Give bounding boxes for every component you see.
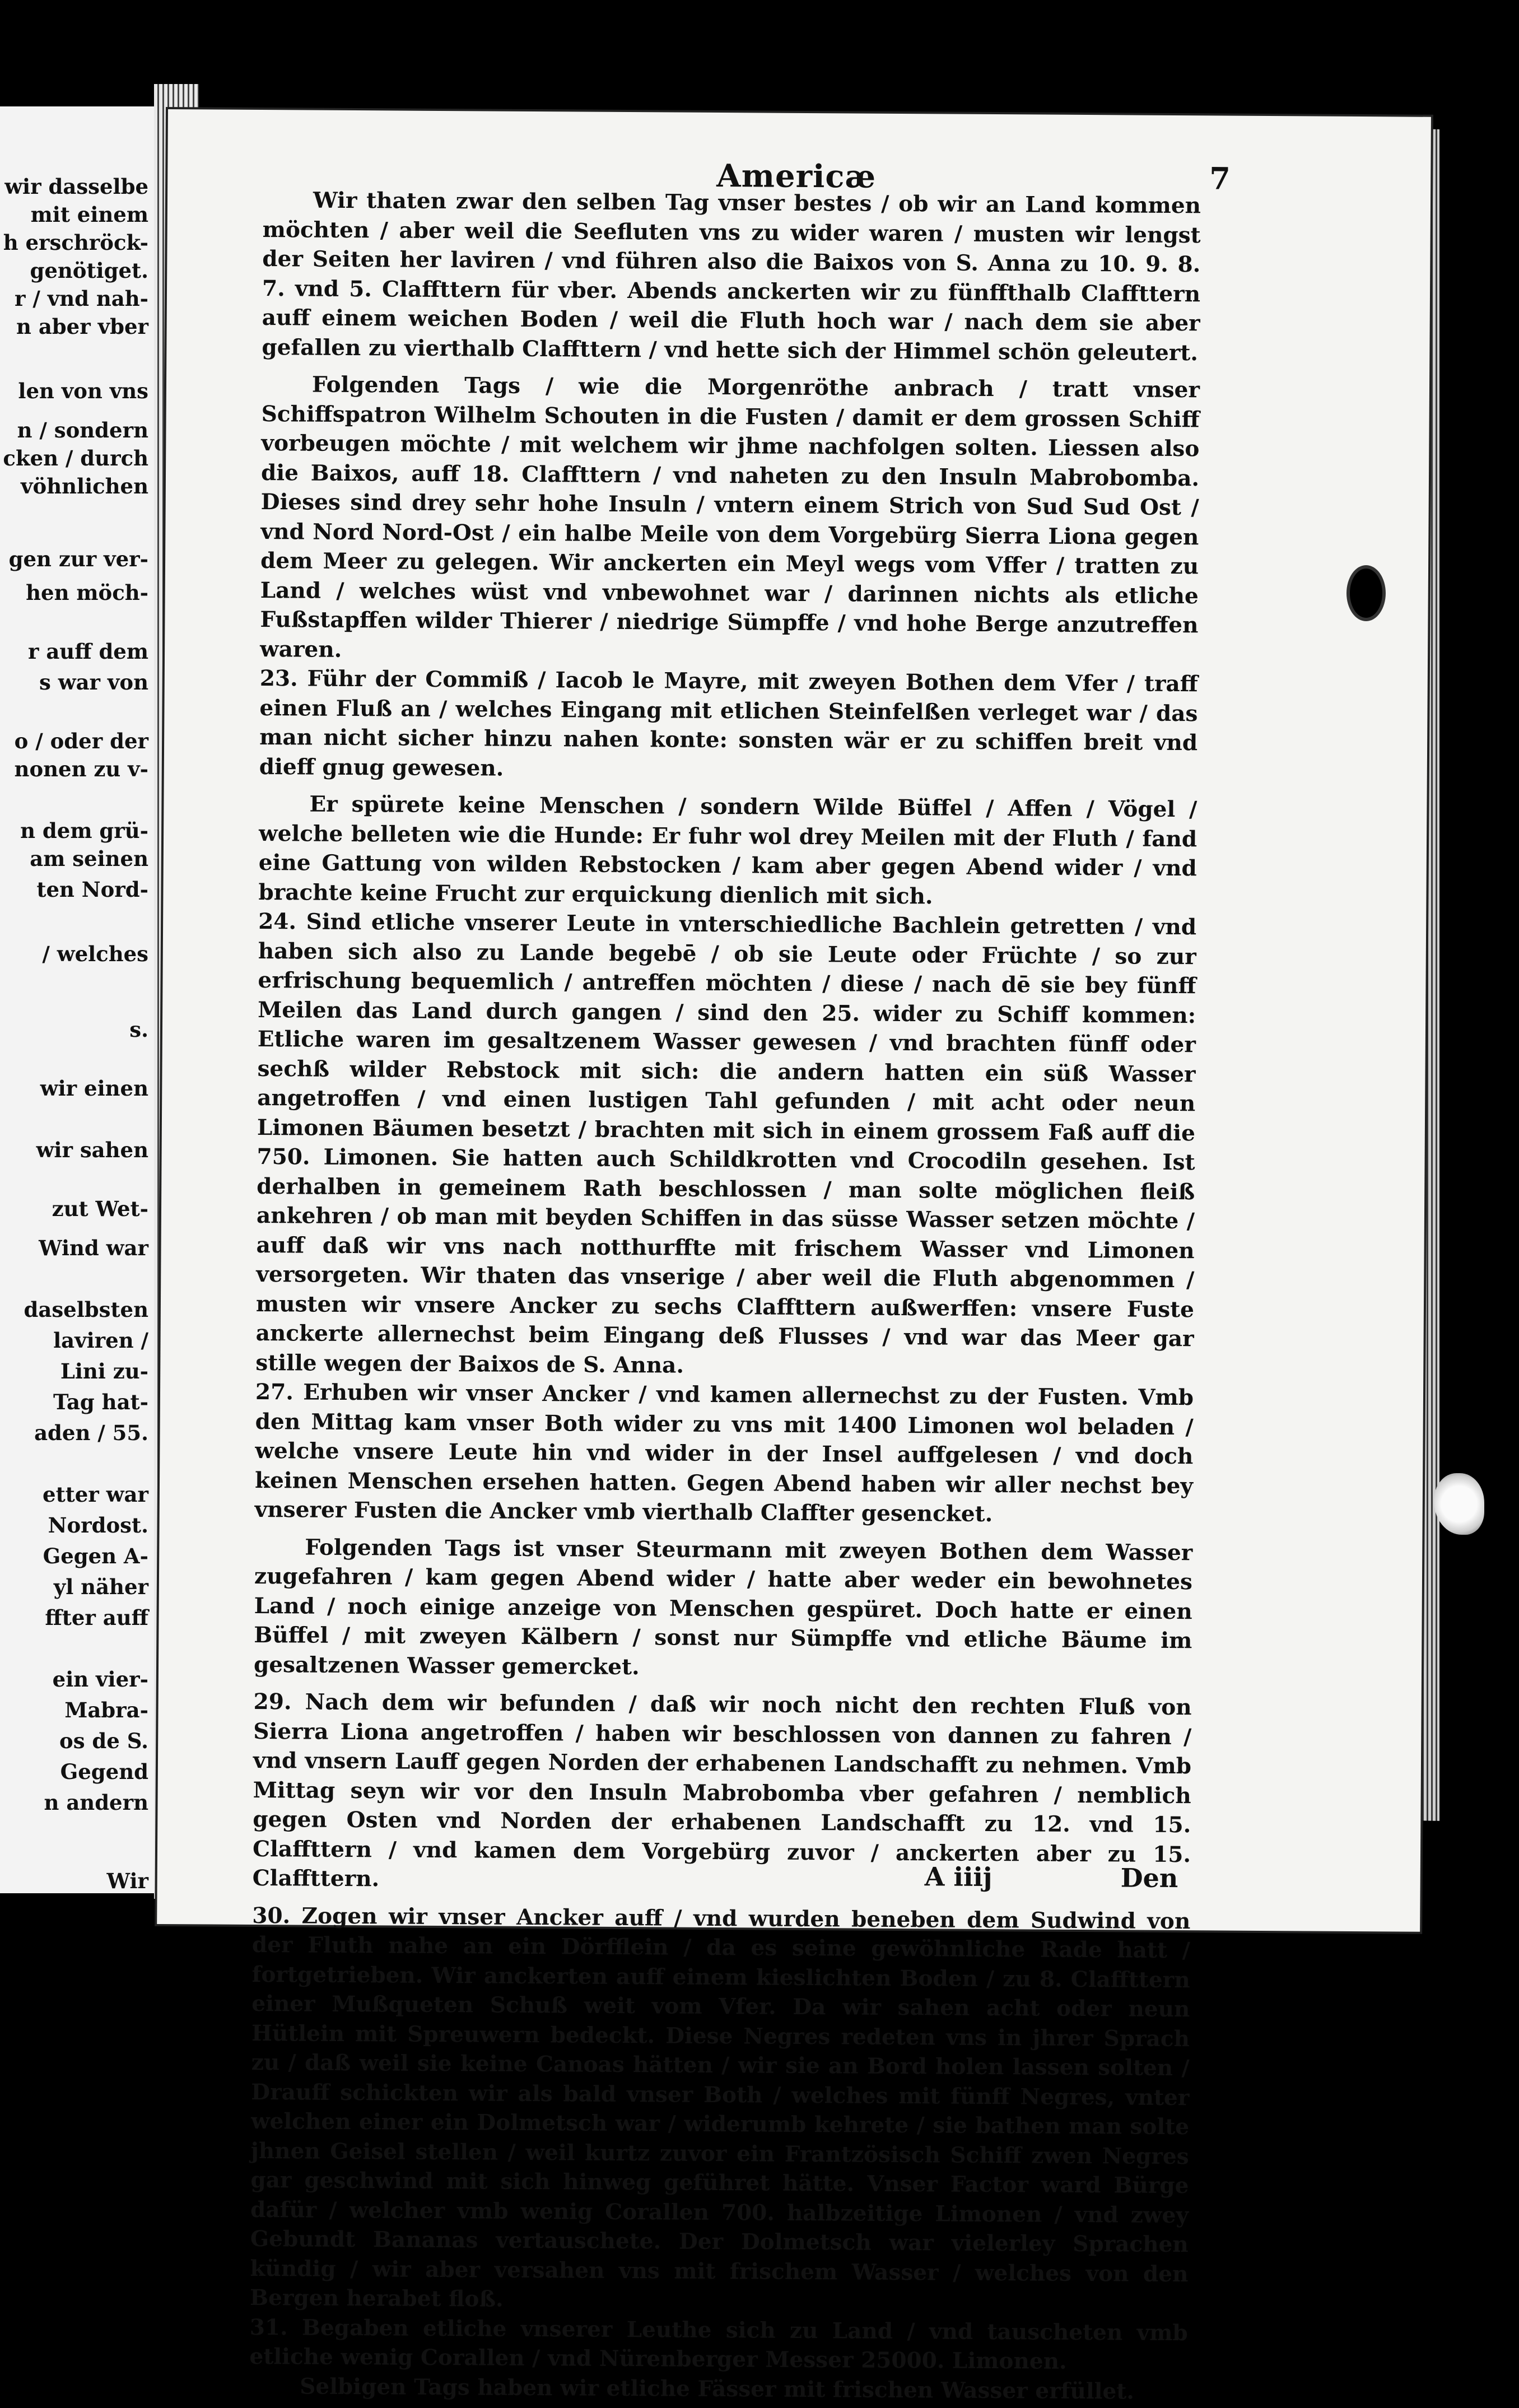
previous-page-line: h erschröck- — [3, 230, 148, 255]
previous-page-line: ein vier- — [52, 1667, 148, 1692]
previous-page-line: daselbsten — [24, 1297, 148, 1322]
previous-page-line: Tag hat- — [53, 1390, 148, 1414]
previous-page-line: r / vnd nah- — [14, 286, 148, 311]
previous-page-line: n andern — [44, 1790, 148, 1815]
previous-page-line: n aber vber — [16, 314, 148, 339]
previous-page-line: Wir — [106, 1869, 148, 1893]
previous-page-line: len von vns — [18, 379, 148, 403]
running-head: Americæ — [716, 157, 877, 195]
previous-page-line: Lini zu- — [60, 1359, 148, 1384]
previous-page-line: wir sahen — [36, 1138, 148, 1162]
binding-hole — [1350, 569, 1382, 618]
book-page — [157, 109, 1431, 2405]
signature-mark: A iiij — [924, 1861, 993, 1893]
paragraph: Folgenden Tags / wie die Morgenröthe anbrach / tratt vnser Schiffspatron Wilhelm Schouten in die Fusten / damit er dem grossen Schiff vorbeugen möchte / mit welchem wir jhme nachfolgen solten. Liessen also die Baixos, auff 18. Claffttern / vnd naheten zu den Insuln Mabrobomba. Dieses sind drey sehr hohe Insuln / vntern einem Strich von Sud Sud Ost / vnd Nord Nord-Ost / ein halbe Meile von dem Vorgebürg Sierra Liona gegen dem Meer zu gelegen. Wir anckerten ein Meyl wegs vom Vffer / tratten zu Land / welches wüst vnd vnbewohnet war / darinnen nichts als etliche Fußstapffen wilder Thierer / niedrige Sümpffe / vnd hohe Berge anzutreffen waren. — [259, 371, 1200, 663]
paragraph: Wir thaten zwar den selben Tag vnser bestes / ob wir an Land kommen möchten / aber weil die Seefluten vns zu wider waren / musten wir lengst der Seiten her laviren / vnd führen also die Baixos von S. Anna zu 10. 9. 8. 7. vnd 5. Claffttern für vber. Abends anckerten wir zu fünffthalb Claffttern auff einem weichen Boden / weil die Fluth hoch war / nach dem sie aber gefallen zu vierthalb Claffttern / vnd hette sich der Himmel schön geleutert. — [262, 187, 1201, 366]
previous-page-line: nonen zu v- — [14, 757, 148, 781]
previous-page-line: ffter auff — [45, 1605, 148, 1630]
previous-page-line: Gegend — [60, 1759, 148, 1784]
previous-page-line: wir einen — [40, 1076, 148, 1101]
previous-page-line: zut Wet- — [52, 1196, 148, 1221]
previous-page-line: aden / 55. — [34, 1420, 148, 1445]
paragraph: Er spürete keine Menschen / sondern Wilde Büffel / Affen / Vögel / welche belleten wie die Hunde: Er fuhr wol drey Meilen mit der Fluth / fand eine Gattung von wilden Rebstocken / kam aber gegen Abend wider / vnd brachte keine Frucht zur erquickung dienlich mit sich. — [258, 791, 1198, 909]
previous-page-line: Mabra- — [64, 1698, 148, 1722]
previous-page-line: etter war — [43, 1482, 148, 1507]
previous-page-line: n / sondern — [17, 418, 148, 443]
previous-page-line: hen möch- — [26, 580, 148, 605]
previous-page-line: os de S. — [59, 1729, 148, 1753]
previous-page-line: mit einem — [30, 202, 148, 227]
previous-page-line: Gegen A- — [43, 1544, 148, 1568]
previous-page-line: s war von — [39, 670, 148, 695]
previous-page-line: am seinen — [30, 846, 148, 871]
previous-page-line: n dem grü- — [20, 818, 148, 843]
paragraph: Selbigen Tags haben wir etliche Fässer mit frischen Wasser erfüllet. — [300, 2373, 1135, 2405]
previous-page-line: r auff dem — [27, 639, 148, 664]
paper-damage-spot — [1434, 1473, 1484, 1535]
previous-page-fragment — [0, 106, 157, 1893]
previous-page-line: yl näher — [53, 1575, 148, 1599]
catchword: Den — [1120, 1862, 1178, 1894]
paragraph: Folgenden Tags ist vnser Steurmann mit zweyen Bothen dem Wasser zugefahren / kam gegen Abend wider / hatte aber weder ein bewohnetes Land / noch einige anzeige von Menschen gespüret. Doch hatte er einen Büffel / mit zweyen Kälbern / sonst nur Sümpffe vnd etliche Bäume im gesaltzenen Wasser gemercket. — [253, 1534, 1193, 1680]
previous-page-line: / welches — [42, 942, 148, 966]
previous-page-line: gen zur ver- — [8, 547, 148, 571]
page-number: 7 — [1209, 160, 1231, 197]
previous-page-line: laviren / — [53, 1328, 148, 1353]
page-body — [249, 185, 1201, 2406]
paragraph: 29. Nach dem wir befunden / daß wir noch nicht den rechten Fluß von Sierra Liona angetroffen / haben wir beschlossen von dannen zu fahren / vnd vnsern Lauff gegen Norden der erhabenen Landschafft zu nehmen. Vmb Mittag seyn wir vor den Insuln Mabrobomba vber gefahren / nemblich gegen Osten vnd Norden der erhabenen Landschafft zu 12. vnd 15. Claffttern / vnd kamen dem Vorgebürg zuvor / anckerten aber zu 15. Claffttern. — [252, 1688, 1192, 1892]
previous-page-line: genötiget. — [30, 258, 148, 283]
previous-page-line: vöhnlichen — [21, 474, 148, 499]
previous-page-line: Nordost. — [48, 1513, 148, 1538]
previous-page-line: ten Nord- — [36, 877, 148, 902]
paragraph: 31. Begaben etliche vnserer Leuthe sich zu Land / vnd tauscheten vmb etliche wenig Corallen / vnd Nürenberger Messer 25000. Limonen. — [249, 2314, 1188, 2374]
paragraph: 27. Erhuben wir vnser Ancker / vnd kamen allernechst zu der Fusten. Vmb den Mittag kam vnser Both wider zu vns mit 1400 Limonen wol beladen / welche vnsere Leute hin vnd wider in der Insel auffgelesen / vnd doch keinen Menschen ersehen hatten. Gegen Abend haben wir aller nechst bey vnserer Fusten die Ancker vmb vierthalb Claffter gesencket. — [254, 1378, 1194, 1527]
previous-page-line: Wind war — [39, 1236, 148, 1260]
previous-page-line: s. — [129, 1017, 148, 1042]
previous-page-line: cken / durch — [3, 446, 148, 471]
paragraph: 24. Sind etliche vnserer Leute in vnterschiedliche Bachlein getretten / vnd haben sich also zu Lande begebē / ob sie Leute oder Früchte / so zur erfrischung bequemlich / antreffen möchten / diese / nach dē sie bey fünff Meilen das Land durch gangen / sind den 25. wider zu Schiff kommen: Etliche waren im gesaltzenem Wasser gewesen / vnd brachten fünff oder sechß wilder Rebstock mit sich: die andern hatten ein süß Wasser angetroffen / vnd einen lustigen Tahl gefunden / mit acht oder neun Limonen Bäumen besetzt / brachten mit sich in einem grossem Faß auff die 750. Limonen. Sie hatten auch Schildkrotten vnd Crocodiln gesehen. Ist derhalben in gemeinem Rath beschlossen / man solte möglichen fleiß ankehren / ob man mit beyden Schiffen in das süsse Wasser setzen möchte / auff daß wir vns nach notthurffte mit frischem Wasser vnd Limonen versorgeten. Wir thaten das vnserige / aber weil die Fluth abgenommen / musten wir vnsere Ancker zu sechs Claffttern außwerffen: vnsere Fuste anckerte allernechst beim Eingang deß Flusses / vnd war das Meer gar stille wegen der Baixos de S. Anna. — [255, 909, 1197, 1378]
previous-page-line: wir dasselbe — [4, 174, 148, 199]
previous-page-line: o / oder der — [14, 729, 148, 753]
paragraph: 30. Zogen wir vnser Ancker auff / vnd wurden beneben dem Sudwind von der Fluth nahe an ein Dörfflein / da es seine gewöhnliche Rade hatt / fortgetrieben. Wir anckerten auff einem kieslichten Boden / zu 8. Claffttern einer Mußqueten Schuß weit vom Vfer. Da wir sahen acht oder neun Hütlein mit Spreuwern bedeckt. Diese Negres redeten vns in jhrer Sprach zu / daß weil sie keine Canoas hätten / wir sie an Bord holen lassen solten / Drauff schickten wir als bald vnser Both / welches mit fünff Negres, vnter welchen einer ein Dolmetsch war / widerumb kehrete / sie bathen man solte jhnen Geisel stellen / weil kurtz zuvor ein Frantzösisch Schiff zwen Negres gar geschwind mit sich hinweg geführet hätte. Vnser Factor ward Bürge dafür / welcher vmb wenig Corallen 700. halbzeitige Limonen / vnd zwey Gebundt Bananas vertauschete. Der Dolmetsch war vielerley Sprachen kündig / wir aber versahen vns mit frischem Wasser / welches von den Bergen herabet floß. — [249, 1902, 1191, 2312]
paragraph: 23. Führ der Commiß / Iacob le Mayre, mit zweyen Bothen dem Vfer / traff einen Fluß an / welches Eingang mit etlichen Steinfelßen verleget war / das man nicht sicher hinzu nahen konte: sonsten wär er zu schiffen breit vnd dieff gnug gewesen. — [259, 665, 1198, 781]
